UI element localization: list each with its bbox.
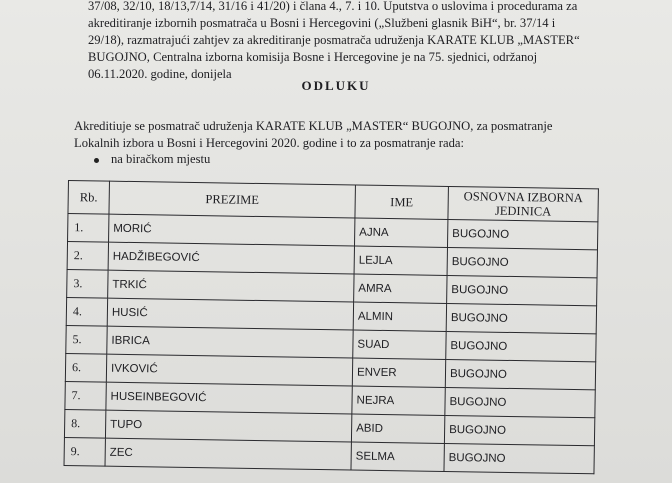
- cell-rb: 9.: [64, 437, 105, 466]
- cell-jedinica: BUGOJNO: [447, 275, 597, 305]
- lead-line: Lokalnih izbora u Bosni i Hercegovini 2020. godine i to za posmatranje rada:: [74, 136, 464, 150]
- bullet-dot-icon: [94, 158, 99, 163]
- cell-rb: 2.: [67, 242, 108, 271]
- cell-prezime: MORIĆ: [109, 214, 355, 246]
- cell-jedinica: BUGOJNO: [445, 387, 595, 417]
- cell-jedinica: BUGOJNO: [446, 303, 596, 333]
- intro-line: 06.11.2020. godine, donijela: [88, 67, 232, 81]
- cell-prezime: HUSEINBEGOVIĆ: [106, 382, 352, 414]
- cell-rb: 7.: [65, 381, 106, 410]
- cell-jedinica: BUGOJNO: [447, 247, 597, 277]
- bullet-text: na biračkom mjestu: [111, 152, 211, 166]
- cell-prezime: HADŽIBEGOVIĆ: [108, 242, 354, 274]
- header-ime: IME: [355, 185, 449, 219]
- cell-rb: 6.: [65, 353, 106, 382]
- cell-ime: LEJLA: [354, 246, 447, 275]
- cell-ime: ALMIN: [353, 302, 446, 331]
- header-prezime: PREZIME: [109, 181, 355, 218]
- cell-prezime: TUPO: [105, 410, 351, 442]
- cell-ime: SUAD: [353, 330, 446, 359]
- cell-rb: 4.: [66, 297, 107, 326]
- observers-table: [64, 180, 599, 474]
- cell-prezime: HUSIĆ: [107, 298, 353, 330]
- intro-line: akreditiranje izbornih posmatrača u Bosni i Hercegovini („Službeni glasnik BiH“, br. 37/14 i: [88, 16, 556, 30]
- cell-jedinica: BUGOJNO: [444, 415, 594, 445]
- cell-ime: NEJRA: [352, 386, 445, 415]
- lead-paragraph: [74, 118, 664, 152]
- cell-ime: ABID: [351, 414, 444, 443]
- cell-rb: 3.: [67, 269, 108, 298]
- cell-ime: ENVER: [352, 358, 445, 387]
- cell-ime: SELMA: [351, 442, 444, 471]
- intro-line: 37/08, 32/10, 18/13,7/14, 31/16 i 41/20) i člana 4., 7. i 10. Uputstva o uslovima i procedurama za: [88, 0, 578, 13]
- decision-heading: ODLUKU: [301, 78, 371, 93]
- cell-rb: 1.: [68, 214, 109, 243]
- intro-line: BUGOJNO, Centralna izborna komisija Bosne i Hercegovine je na 75. sjednici, održanoj: [88, 50, 538, 64]
- cell-jedinica: BUGOJNO: [444, 443, 594, 473]
- cell-ime: AMRA: [354, 274, 447, 303]
- header-rb: Rb.: [68, 181, 110, 215]
- cell-rb: 5.: [66, 325, 107, 354]
- intro-paragraph: [88, 0, 628, 83]
- cell-prezime: TRKIĆ: [108, 270, 354, 302]
- header-jedinica: OSNOVNA IZBORNA JEDINICA: [448, 186, 598, 221]
- cell-prezime: IBRICA: [107, 326, 353, 358]
- cell-rb: 8.: [64, 409, 105, 438]
- intro-line: 29/18), razmatrajući zahtjev za akreditiranje posmatrača udruženja KARATE KLUB „MASTER“: [88, 33, 580, 47]
- bullet-item: [94, 152, 210, 167]
- cell-prezime: ZEC: [105, 438, 351, 470]
- cell-ime: AJNA: [354, 218, 447, 247]
- lead-line: Akreditiuje se posmatrač udruženja KARATE KLUB „MASTER“ BUGOJNO, za posmatranje: [74, 119, 553, 133]
- cell-prezime: IVKOVIĆ: [106, 354, 352, 386]
- cell-jedinica: BUGOJNO: [447, 219, 597, 249]
- cell-jedinica: BUGOJNO: [445, 359, 595, 389]
- cell-jedinica: BUGOJNO: [446, 331, 596, 361]
